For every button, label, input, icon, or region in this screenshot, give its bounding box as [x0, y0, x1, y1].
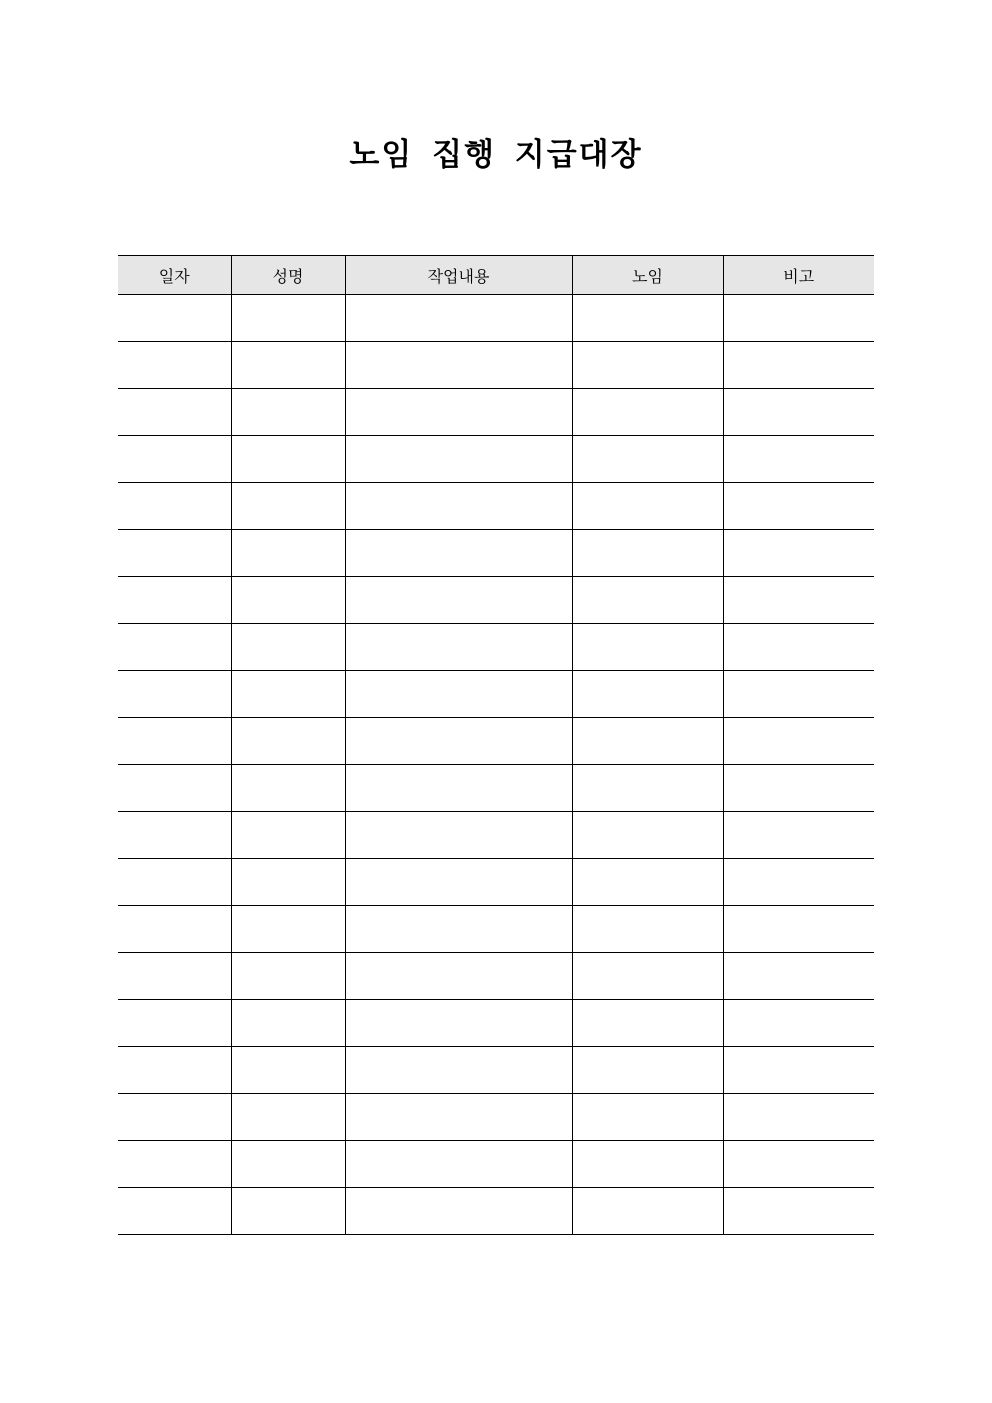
table-row	[118, 436, 874, 483]
table-row	[118, 765, 874, 812]
column-header-date: 일자	[118, 256, 231, 295]
name-cell	[231, 577, 345, 624]
date-cell	[118, 342, 231, 389]
name-cell	[231, 1094, 345, 1141]
date-cell	[118, 906, 231, 953]
date-cell	[118, 436, 231, 483]
wage-cell	[572, 1188, 723, 1235]
wage-cell	[572, 906, 723, 953]
work-description-cell	[345, 1000, 572, 1047]
name-cell	[231, 295, 345, 342]
column-header-remarks: 비고	[723, 256, 874, 295]
date-cell	[118, 624, 231, 671]
remarks-cell	[723, 577, 874, 624]
date-cell	[118, 1188, 231, 1235]
wage-cell	[572, 530, 723, 577]
date-cell	[118, 1141, 231, 1188]
date-cell	[118, 530, 231, 577]
table-row	[118, 342, 874, 389]
name-cell	[231, 859, 345, 906]
wage-cell	[572, 577, 723, 624]
wage-cell	[572, 812, 723, 859]
wage-cell	[572, 1047, 723, 1094]
work-description-cell	[345, 1047, 572, 1094]
date-cell	[118, 671, 231, 718]
name-cell	[231, 1188, 345, 1235]
work-description-cell	[345, 436, 572, 483]
table-row	[118, 671, 874, 718]
work-description-cell	[345, 859, 572, 906]
remarks-cell	[723, 342, 874, 389]
work-description-cell	[345, 624, 572, 671]
work-description-cell	[345, 906, 572, 953]
remarks-cell	[723, 530, 874, 577]
name-cell	[231, 906, 345, 953]
column-header-work-description: 작업내용	[345, 256, 572, 295]
date-cell	[118, 577, 231, 624]
wage-cell	[572, 436, 723, 483]
remarks-cell	[723, 1141, 874, 1188]
wage-cell	[572, 483, 723, 530]
wage-cell	[572, 671, 723, 718]
name-cell	[231, 436, 345, 483]
name-cell	[231, 812, 345, 859]
work-description-cell	[345, 1094, 572, 1141]
name-cell	[231, 1000, 345, 1047]
date-cell	[118, 295, 231, 342]
table-header-row	[118, 256, 874, 295]
work-description-cell	[345, 812, 572, 859]
name-cell	[231, 342, 345, 389]
remarks-cell	[723, 671, 874, 718]
work-description-cell	[345, 342, 572, 389]
name-cell	[231, 671, 345, 718]
remarks-cell	[723, 295, 874, 342]
table-row	[118, 1141, 874, 1188]
table-row	[118, 1000, 874, 1047]
table-row	[118, 389, 874, 436]
date-cell	[118, 483, 231, 530]
work-description-cell	[345, 483, 572, 530]
page-title: 노임 집행 지급대장	[349, 137, 643, 173]
wage-cell	[572, 859, 723, 906]
date-cell	[118, 859, 231, 906]
date-cell	[118, 953, 231, 1000]
remarks-cell	[723, 812, 874, 859]
date-cell	[118, 389, 231, 436]
wage-cell	[572, 1000, 723, 1047]
table-row	[118, 295, 874, 342]
column-header-wage: 노임	[572, 256, 723, 295]
name-cell	[231, 530, 345, 577]
wage-cell	[572, 389, 723, 436]
table-row	[118, 624, 874, 671]
name-cell	[231, 718, 345, 765]
table-row	[118, 577, 874, 624]
name-cell	[231, 389, 345, 436]
work-description-cell	[345, 1188, 572, 1235]
remarks-cell	[723, 483, 874, 530]
remarks-cell	[723, 906, 874, 953]
name-cell	[231, 624, 345, 671]
date-cell	[118, 1047, 231, 1094]
date-cell	[118, 1000, 231, 1047]
name-cell	[231, 765, 345, 812]
wage-cell	[572, 1094, 723, 1141]
wage-cell	[572, 624, 723, 671]
remarks-cell	[723, 624, 874, 671]
table-row	[118, 1188, 874, 1235]
date-cell	[118, 718, 231, 765]
column-header-name: 성명	[231, 256, 345, 295]
table-row	[118, 906, 874, 953]
work-description-cell	[345, 765, 572, 812]
work-description-cell	[345, 295, 572, 342]
table-row	[118, 953, 874, 1000]
remarks-cell	[723, 389, 874, 436]
wage-cell	[572, 1141, 723, 1188]
date-cell	[118, 765, 231, 812]
table-row	[118, 483, 874, 530]
name-cell	[231, 953, 345, 1000]
remarks-cell	[723, 436, 874, 483]
remarks-cell	[723, 1047, 874, 1094]
name-cell	[231, 1047, 345, 1094]
work-description-cell	[345, 671, 572, 718]
table-row	[118, 1094, 874, 1141]
work-description-cell	[345, 1141, 572, 1188]
name-cell	[231, 1141, 345, 1188]
name-cell	[231, 483, 345, 530]
work-description-cell	[345, 389, 572, 436]
wage-cell	[572, 295, 723, 342]
table-body	[118, 295, 874, 1235]
wage-cell	[572, 342, 723, 389]
remarks-cell	[723, 1000, 874, 1047]
table-row	[118, 1047, 874, 1094]
table-row	[118, 530, 874, 577]
remarks-cell	[723, 953, 874, 1000]
work-description-cell	[345, 718, 572, 765]
remarks-cell	[723, 1188, 874, 1235]
remarks-cell	[723, 765, 874, 812]
table-row	[118, 812, 874, 859]
table-row	[118, 859, 874, 906]
wage-cell	[572, 765, 723, 812]
date-cell	[118, 1094, 231, 1141]
remarks-cell	[723, 1094, 874, 1141]
wage-ledger-table	[118, 255, 874, 1235]
work-description-cell	[345, 577, 572, 624]
work-description-cell	[345, 530, 572, 577]
wage-cell	[572, 718, 723, 765]
remarks-cell	[723, 859, 874, 906]
remarks-cell	[723, 718, 874, 765]
wage-cell	[572, 953, 723, 1000]
work-description-cell	[345, 953, 572, 1000]
date-cell	[118, 812, 231, 859]
table-row	[118, 718, 874, 765]
